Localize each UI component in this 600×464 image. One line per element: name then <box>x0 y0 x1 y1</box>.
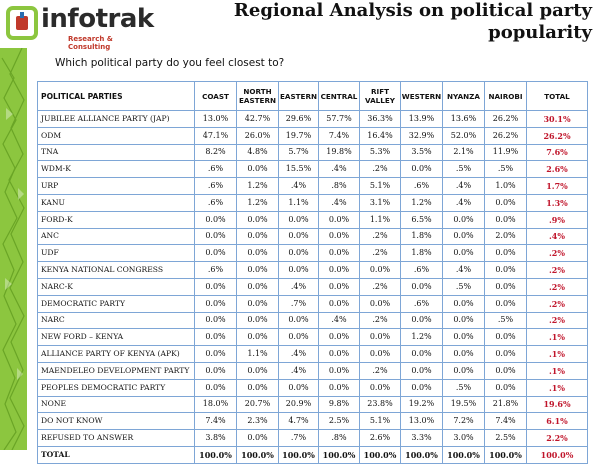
total-cell: 100.0% <box>527 446 588 463</box>
value-cell: .5% <box>485 312 527 329</box>
header-central: CENTRAL <box>319 82 360 111</box>
value-cell: 0.0% <box>401 346 443 363</box>
party-name-cell: FORD-K <box>38 211 195 228</box>
value-cell: 5.7% <box>279 144 319 161</box>
total-cell: .2% <box>527 262 588 279</box>
value-cell: 2.5% <box>319 413 360 430</box>
header-nyanza: NYANZA <box>443 82 485 111</box>
value-cell: 1.8% <box>401 245 443 262</box>
value-cell: 0.0% <box>279 329 319 346</box>
value-cell: 0.0% <box>319 362 360 379</box>
value-cell: 13.0% <box>195 111 237 128</box>
value-cell: .6% <box>401 262 443 279</box>
value-cell: 0.0% <box>195 278 237 295</box>
value-cell: 0.0% <box>443 295 485 312</box>
party-name-cell: MAENDELEO DEVELOPMENT PARTY <box>38 362 195 379</box>
value-cell: 0.0% <box>319 295 360 312</box>
value-cell: 100.0% <box>195 446 237 463</box>
value-cell: 5.3% <box>360 144 401 161</box>
value-cell: 0.0% <box>195 362 237 379</box>
value-cell: .2% <box>360 245 401 262</box>
party-name-cell: ALLIANCE PARTY OF KENYA (APK) <box>38 346 195 363</box>
party-name-cell: NONE <box>38 396 195 413</box>
total-cell: .1% <box>527 346 588 363</box>
value-cell: 0.0% <box>360 329 401 346</box>
value-cell: 0.0% <box>237 379 279 396</box>
value-cell: 26.0% <box>237 127 279 144</box>
value-cell: 19.7% <box>279 127 319 144</box>
total-cell: 7.6% <box>527 144 588 161</box>
party-name-cell: UDF <box>38 245 195 262</box>
total-cell: .1% <box>527 362 588 379</box>
value-cell: 57.7% <box>319 111 360 128</box>
value-cell: 0.0% <box>485 278 527 295</box>
value-cell: 3.1% <box>360 194 401 211</box>
value-cell: 0.0% <box>360 346 401 363</box>
table-total-row <box>38 446 588 463</box>
value-cell: 0.0% <box>319 245 360 262</box>
table-row <box>38 178 588 195</box>
value-cell: 0.0% <box>401 379 443 396</box>
infotrak-logo <box>6 4 154 51</box>
regional-analysis-table <box>37 81 588 464</box>
value-cell: 0.0% <box>443 312 485 329</box>
value-cell: .5% <box>485 161 527 178</box>
table-row <box>38 413 588 430</box>
value-cell: 0.0% <box>237 295 279 312</box>
value-cell: 0.0% <box>237 329 279 346</box>
value-cell: .7% <box>279 430 319 447</box>
table-row <box>38 329 588 346</box>
value-cell: 0.0% <box>319 262 360 279</box>
value-cell: .4% <box>279 178 319 195</box>
survey-question: Which political party do you feel closest to? <box>55 57 285 69</box>
table-row <box>38 194 588 211</box>
value-cell: 15.5% <box>279 161 319 178</box>
table-row <box>38 362 588 379</box>
table-row <box>38 111 588 128</box>
party-name-cell: NARC <box>38 312 195 329</box>
total-cell: .2% <box>527 295 588 312</box>
value-cell: 0.0% <box>279 211 319 228</box>
value-cell: 0.0% <box>279 228 319 245</box>
value-cell: 0.0% <box>237 278 279 295</box>
total-cell: .2% <box>527 278 588 295</box>
value-cell: 0.0% <box>485 329 527 346</box>
value-cell: 47.1% <box>195 127 237 144</box>
logo-tagline: Research & Consulting <box>68 35 113 51</box>
header-political-parties: POLITICAL PARTIES <box>38 82 195 111</box>
logo-wordmark: infotrak <box>41 4 154 34</box>
value-cell: 6.5% <box>401 211 443 228</box>
infotrak-logo-icon <box>6 6 38 40</box>
table-row <box>38 127 588 144</box>
table-row <box>38 312 588 329</box>
party-name-cell: ODM <box>38 127 195 144</box>
total-cell: 26.2% <box>527 127 588 144</box>
value-cell: 0.0% <box>360 295 401 312</box>
value-cell: 100.0% <box>443 446 485 463</box>
header-nairobi: NAIROBI <box>485 82 527 111</box>
value-cell: 0.0% <box>195 379 237 396</box>
value-cell: 23.8% <box>360 396 401 413</box>
value-cell: 32.9% <box>401 127 443 144</box>
value-cell: 100.0% <box>485 446 527 463</box>
party-name-cell: ANC <box>38 228 195 245</box>
header-eastern: EASTERN <box>279 82 319 111</box>
value-cell: 0.0% <box>443 329 485 346</box>
value-cell: .2% <box>360 278 401 295</box>
value-cell: 7.4% <box>485 413 527 430</box>
value-cell: 0.0% <box>237 312 279 329</box>
value-cell: 0.0% <box>319 228 360 245</box>
value-cell: 1.1% <box>279 194 319 211</box>
party-name-cell: JUBILEE ALLIANCE PARTY (JAP) <box>38 111 195 128</box>
value-cell: 7.4% <box>195 413 237 430</box>
value-cell: 52.0% <box>443 127 485 144</box>
value-cell: 3.0% <box>443 430 485 447</box>
party-name-cell: TNA <box>38 144 195 161</box>
value-cell: 7.2% <box>443 413 485 430</box>
total-cell: 2.2% <box>527 430 588 447</box>
value-cell: 13.0% <box>401 413 443 430</box>
value-cell: 100.0% <box>319 446 360 463</box>
party-name-cell: TOTAL <box>38 446 195 463</box>
value-cell: 1.2% <box>401 194 443 211</box>
value-cell: 2.5% <box>485 430 527 447</box>
value-cell: 0.0% <box>237 161 279 178</box>
value-cell: 0.0% <box>279 262 319 279</box>
value-cell: 0.0% <box>319 278 360 295</box>
value-cell: 0.0% <box>195 245 237 262</box>
value-cell: 20.9% <box>279 396 319 413</box>
value-cell: .2% <box>360 312 401 329</box>
value-cell: 0.0% <box>485 194 527 211</box>
value-cell: .4% <box>443 194 485 211</box>
value-cell: 26.2% <box>485 127 527 144</box>
value-cell: .4% <box>279 278 319 295</box>
value-cell: 0.0% <box>237 245 279 262</box>
value-cell: 0.0% <box>237 228 279 245</box>
total-cell: 30.1% <box>527 111 588 128</box>
total-cell: 2.6% <box>527 161 588 178</box>
value-cell: 1.2% <box>237 194 279 211</box>
value-cell: 4.7% <box>279 413 319 430</box>
value-cell: 26.2% <box>485 111 527 128</box>
party-name-cell: URP <box>38 178 195 195</box>
party-name-cell: NEW FORD – KENYA <box>38 329 195 346</box>
value-cell: 20.7% <box>237 396 279 413</box>
value-cell: 0.0% <box>485 262 527 279</box>
total-cell: .1% <box>527 329 588 346</box>
value-cell: 0.0% <box>195 228 237 245</box>
value-cell: .2% <box>360 362 401 379</box>
party-name-cell: KENYA NATIONAL CONGRESS <box>38 262 195 279</box>
page-title: Regional Analysis on political party popularity <box>233 0 592 43</box>
value-cell: 0.0% <box>443 245 485 262</box>
value-cell: 1.1% <box>237 346 279 363</box>
value-cell: .5% <box>443 161 485 178</box>
value-cell: 8.2% <box>195 144 237 161</box>
value-cell: .8% <box>319 178 360 195</box>
value-cell: .6% <box>195 194 237 211</box>
total-cell: .1% <box>527 379 588 396</box>
value-cell: 0.0% <box>195 295 237 312</box>
value-cell: 0.0% <box>237 430 279 447</box>
value-cell: .5% <box>443 379 485 396</box>
table-row <box>38 278 588 295</box>
header-coast: COAST <box>195 82 237 111</box>
value-cell: 42.7% <box>237 111 279 128</box>
value-cell: 19.5% <box>443 396 485 413</box>
value-cell: 2.1% <box>443 144 485 161</box>
value-cell: 0.0% <box>401 161 443 178</box>
value-cell: 0.0% <box>279 312 319 329</box>
value-cell: 0.0% <box>195 329 237 346</box>
table-row <box>38 228 588 245</box>
value-cell: 5.1% <box>360 413 401 430</box>
table-row <box>38 211 588 228</box>
value-cell: 5.1% <box>360 178 401 195</box>
decorative-side-bar <box>0 48 27 450</box>
value-cell: .4% <box>319 194 360 211</box>
total-cell: .4% <box>527 228 588 245</box>
value-cell: 0.0% <box>443 362 485 379</box>
value-cell: .4% <box>319 161 360 178</box>
value-cell: 0.0% <box>443 228 485 245</box>
value-cell: 100.0% <box>401 446 443 463</box>
party-name-cell: REFUSED TO ANSWER <box>38 430 195 447</box>
value-cell: 0.0% <box>360 379 401 396</box>
value-cell: 0.0% <box>319 211 360 228</box>
table-row <box>38 295 588 312</box>
total-cell: 6.1% <box>527 413 588 430</box>
value-cell: 0.0% <box>237 362 279 379</box>
value-cell: .7% <box>279 295 319 312</box>
table-header-row <box>38 82 588 111</box>
value-cell: .4% <box>279 346 319 363</box>
value-cell: 1.8% <box>401 228 443 245</box>
total-cell: 1.7% <box>527 178 588 195</box>
value-cell: 0.0% <box>443 346 485 363</box>
value-cell: 13.9% <box>401 111 443 128</box>
header-rift-valley: RIFT VALLEY <box>360 82 401 111</box>
value-cell: 0.0% <box>443 211 485 228</box>
value-cell: 3.5% <box>401 144 443 161</box>
value-cell: .2% <box>360 228 401 245</box>
value-cell: 21.8% <box>485 396 527 413</box>
value-cell: 0.0% <box>319 329 360 346</box>
value-cell: 0.0% <box>401 278 443 295</box>
total-cell: .9% <box>527 211 588 228</box>
table-row <box>38 430 588 447</box>
value-cell: 36.3% <box>360 111 401 128</box>
value-cell: 16.4% <box>360 127 401 144</box>
value-cell: .2% <box>360 161 401 178</box>
party-name-cell: DEMOCRATIC PARTY <box>38 295 195 312</box>
value-cell: 0.0% <box>319 379 360 396</box>
party-name-cell: WDM-K <box>38 161 195 178</box>
value-cell: 1.2% <box>401 329 443 346</box>
party-name-cell: PEOPLES DEMOCRATIC PARTY <box>38 379 195 396</box>
value-cell: .6% <box>195 262 237 279</box>
value-cell: 3.3% <box>401 430 443 447</box>
value-cell: 0.0% <box>237 211 279 228</box>
value-cell: .4% <box>443 178 485 195</box>
party-name-cell: DO NOT KNOW <box>38 413 195 430</box>
party-name-cell: KANU <box>38 194 195 211</box>
value-cell: 2.3% <box>237 413 279 430</box>
value-cell: 2.0% <box>485 228 527 245</box>
value-cell: .4% <box>279 362 319 379</box>
value-cell: 0.0% <box>360 262 401 279</box>
total-cell: .2% <box>527 312 588 329</box>
value-cell: 18.0% <box>195 396 237 413</box>
value-cell: 11.9% <box>485 144 527 161</box>
value-cell: 13.6% <box>443 111 485 128</box>
total-cell: 19.6% <box>527 396 588 413</box>
value-cell: 0.0% <box>485 295 527 312</box>
table-row <box>38 144 588 161</box>
value-cell: 19.2% <box>401 396 443 413</box>
value-cell: .6% <box>195 178 237 195</box>
header-western: WESTERN <box>401 82 443 111</box>
value-cell: 29.6% <box>279 111 319 128</box>
value-cell: 100.0% <box>237 446 279 463</box>
value-cell: 0.0% <box>401 312 443 329</box>
party-name-cell: NARC-K <box>38 278 195 295</box>
table-row <box>38 396 588 413</box>
value-cell: 0.0% <box>279 379 319 396</box>
value-cell: 100.0% <box>360 446 401 463</box>
total-cell: .2% <box>527 245 588 262</box>
value-cell: 2.6% <box>360 430 401 447</box>
value-cell: 9.8% <box>319 396 360 413</box>
value-cell: .4% <box>443 262 485 279</box>
value-cell: 0.0% <box>237 262 279 279</box>
table-row <box>38 262 588 279</box>
table-row <box>38 379 588 396</box>
value-cell: .8% <box>319 430 360 447</box>
value-cell: 100.0% <box>279 446 319 463</box>
value-cell: .6% <box>401 295 443 312</box>
value-cell: 0.0% <box>401 362 443 379</box>
value-cell: 3.8% <box>195 430 237 447</box>
value-cell: 7.4% <box>319 127 360 144</box>
value-cell: 0.0% <box>485 362 527 379</box>
value-cell: 0.0% <box>319 346 360 363</box>
value-cell: 0.0% <box>485 346 527 363</box>
value-cell: 0.0% <box>195 346 237 363</box>
value-cell: .6% <box>195 161 237 178</box>
total-cell: 1.3% <box>527 194 588 211</box>
header-total: TOTAL <box>527 82 588 111</box>
value-cell: 0.0% <box>485 379 527 396</box>
value-cell: .4% <box>319 312 360 329</box>
value-cell: 0.0% <box>485 211 527 228</box>
value-cell: 19.8% <box>319 144 360 161</box>
table-row <box>38 346 588 363</box>
value-cell: 0.0% <box>485 245 527 262</box>
header-north-eastern: NORTH EASTERN <box>237 82 279 111</box>
value-cell: .5% <box>443 278 485 295</box>
value-cell: 4.8% <box>237 144 279 161</box>
table-row <box>38 161 588 178</box>
table-row <box>38 245 588 262</box>
value-cell: 1.0% <box>485 178 527 195</box>
value-cell: 1.1% <box>360 211 401 228</box>
value-cell: 0.0% <box>195 312 237 329</box>
value-cell: 0.0% <box>279 245 319 262</box>
value-cell: .6% <box>401 178 443 195</box>
value-cell: 0.0% <box>195 211 237 228</box>
value-cell: 1.2% <box>237 178 279 195</box>
